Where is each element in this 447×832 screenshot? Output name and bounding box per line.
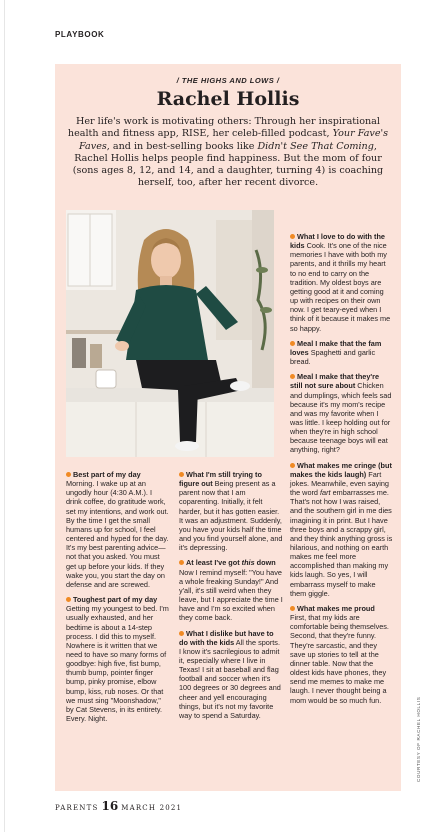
entry-heading: What I love to do with the kids	[290, 232, 385, 251]
text-column-2	[179, 470, 283, 726]
bullet-dot-icon	[179, 560, 184, 565]
entry-heading: Meal I make that the fam loves	[290, 338, 382, 357]
photo-credit-wrap	[416, 696, 424, 832]
bullet-dot-icon	[179, 631, 184, 636]
entry-heading: What makes me cringe (but makes the kids laugh)	[290, 460, 392, 479]
bullet-dot-icon	[290, 463, 295, 468]
footer-page-number: 16	[101, 799, 119, 813]
entry-body: Now I remind myself: "You have a whole freaking Sunday!" And y'all, it's still weird when they leave, but I appreciate the time I have and I'm so excited when they come back.	[179, 567, 283, 623]
entry-proud	[290, 604, 393, 705]
entry-body: Fart jokes. Meanwhile, even saying the word	[290, 469, 389, 498]
article-kicker: / THE HIGHS AND LOWS /	[176, 76, 280, 85]
footer-brand: PARENTS	[55, 804, 99, 812]
deck-text: , and in best-selling books like	[106, 140, 258, 152]
entry-body: embarrasses me. That's not how I was raised, and the southern girl in me dies imagining it in print. But I have three boys and a scrappy girl, and they think anything gross is hilarious, and nothing on earth makes me feel more accomplished than making my kids laugh. So yes, I will embarrass myself to make them giggle.	[290, 488, 393, 598]
entry-heading: Meal I make that they're still not sure about	[290, 372, 380, 391]
entry-heading: Best part of my day	[73, 470, 141, 479]
deck-book-title: Didn't See That Coming	[257, 140, 374, 152]
entry-still-trying	[179, 470, 283, 552]
entry-body: Morning. I wake up at an ungodly hour (4:30 A.M.). I drink coffee, do gratitude work, set my intentions, and work out. By the time I get the small humans up for school, I feel centered and hyped for the day. It's my best parenting advice—not that you asked. You must get up before your kids. If they wake you, you start the day on defense and are screwed.	[66, 479, 169, 589]
photo-credit: COURTESY OF RACHEL HOLLIS	[416, 696, 421, 782]
page-edge	[4, 0, 5, 832]
bullet-dot-icon	[290, 341, 295, 346]
entry-love-to-do	[290, 232, 393, 333]
bullet-dot-icon	[66, 472, 71, 477]
page-footer	[55, 799, 182, 813]
entry-body: Spaghetti and garlic bread.	[290, 347, 376, 367]
deck-podcast-title: Your Fave's Faves	[79, 128, 389, 152]
entry-heading: What makes me proud	[297, 603, 375, 613]
bullet-dot-icon	[290, 374, 295, 379]
entry-body: Getting my youngest to bed. I'm usually exhausted, and her bedtime is about a 14-step process. I did this to myself. Nowhere is it written that we need to have so many forms of goodbye: high five, fist bump, thumb bump, pointer finger bump, pinky promise, elbow bump, kiss, rub noses. Or that we must sing "Moonshadow," by Cat Stevens, in its entirety. Every. Night.	[66, 604, 169, 724]
entry-toughest-part	[66, 595, 169, 723]
deck-text: , Rachel Hollis helps people find happiness. But the mom of four (sons ages 8, 12, and 14, and a daughter, turning 4) is coaching herself, too, after her recent divorce.	[72, 140, 384, 189]
entry-body: Chicken and dumplings, which feels sad because it's my mom's recipe and was my favorite when I was little. I keep holding out for when they're in high school because teenage boys will eat anything, right?	[290, 381, 392, 455]
entry-heading: Toughest part of my day	[73, 595, 158, 605]
text-column-1	[66, 470, 169, 729]
entry-best-part	[66, 470, 169, 589]
text-column-3	[290, 232, 393, 711]
article-headline: Rachel Hollis	[156, 88, 300, 110]
entry-heading-part: At least I've got	[186, 558, 242, 568]
entry-heading-part: down	[254, 558, 276, 568]
portrait-illustration	[66, 210, 274, 457]
entry-heading-emphasis: this	[241, 558, 255, 568]
bullet-dot-icon	[66, 597, 71, 602]
entry-heading: What I'm still trying to figure out	[179, 470, 262, 489]
footer-date: MARCH 2021	[121, 804, 183, 812]
portrait-photo	[66, 210, 274, 457]
deck-text: Her life's work is motivating others: Through her inspirational health and fitness app, RISE, her celeb-filled podcast,	[67, 116, 380, 140]
entry-cringe	[290, 461, 393, 598]
entry-at-least	[179, 558, 283, 622]
bullet-dot-icon	[290, 606, 295, 611]
bullet-dot-icon	[290, 234, 295, 239]
entry-dislike	[179, 629, 283, 721]
entry-body: Cook. It's one of the nice memories I have with both my parents, and it thrills my heart to no end to carry on the tradition. My oldest boys are getting good at it and coming up with recipes on their own now. I get teary-eyed when I think of it because it makes me so happy.	[290, 241, 391, 333]
article-deck	[62, 116, 394, 190]
entry-body-emphasis: fart	[320, 488, 331, 498]
entry-meal-loves	[290, 339, 393, 366]
entry-heading: What I dislike but have to do with the kids	[179, 628, 274, 647]
section-tag: PLAYBOOK	[55, 30, 105, 39]
entry-body: All the sports. I know it's sacrilegious to admit it, especially where I live in Texas! I sit at baseball and flag football and soccer when it's 100 degrees or 30 degrees and cheer and yell encouraging things, but it's not my favorite way to spend a Saturday.	[179, 637, 281, 720]
entry-heading	[186, 558, 276, 567]
bullet-dot-icon	[179, 472, 184, 477]
entry-meal-unsure	[290, 372, 393, 454]
entry-body: Being present as a parent now that I am coparenting. Initially, it felt harder, but it has gotten easier. It was an adjustment. Suddenly, you have your kids half the time and you find yourself alone, and it's depressing.	[179, 479, 283, 553]
entry-body: First, that my kids are comfortable being themselves. Second, that they're funny. They're sarcastic, and they save up stories to tell at the dinner table. Now that the oldest kids have phones, they send me memes to make me laugh. I never thought being a mom would be so much fun.	[290, 613, 389, 705]
